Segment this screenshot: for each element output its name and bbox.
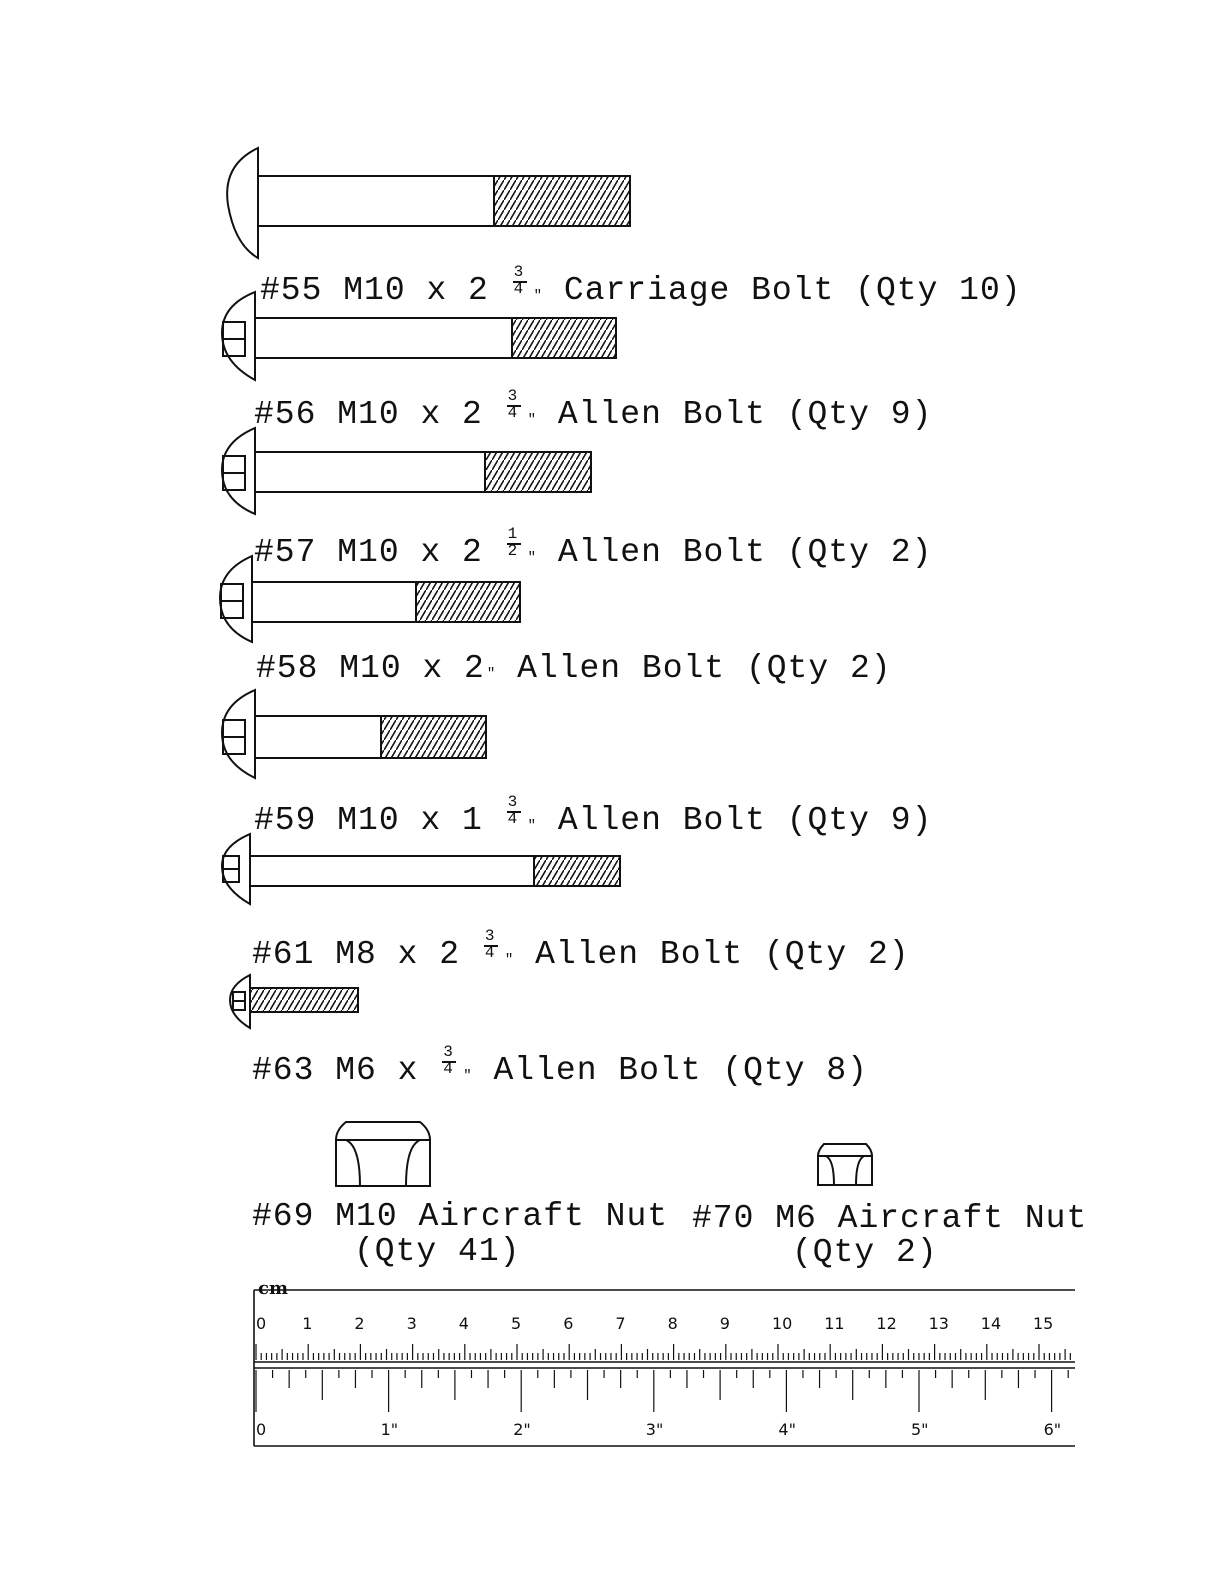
inch-label: 2": [513, 1420, 531, 1439]
cm-label: 3: [406, 1314, 417, 1333]
m10-aircraft-nut-drawing: [336, 1122, 430, 1186]
cm-label: 9: [719, 1314, 730, 1333]
m6-aircraft-nut-drawing: [818, 1144, 872, 1185]
part-57-label: #57 M10 x 2 $\frac{1}{2}$ " Allen Bolt (Qty 2): [254, 525, 933, 571]
part-70-qty: (Qty 2): [792, 1234, 938, 1271]
cm-label: 2: [354, 1314, 365, 1333]
measuring-ruler-drawing: [254, 1290, 1075, 1446]
part-61-label: #61 M8 x 2 $\frac{3}{4}$ " Allen Bolt (Qty 2): [252, 927, 910, 973]
inch-ticks: [256, 1370, 1068, 1412]
cm-label: 13: [928, 1314, 949, 1333]
inch-label: 1": [380, 1420, 399, 1439]
cm-ticks: [256, 1344, 1070, 1360]
ruler-cm-unit: cm: [258, 1278, 289, 1299]
part-70-label: #70 M6 Aircraft Nut: [692, 1200, 1088, 1237]
part-56-label: #56 M10 x 2 $\frac{3}{4}$ " Allen Bolt (Qty 9): [254, 387, 933, 433]
cm-label: 1: [302, 1314, 313, 1333]
allen-bolt-61-drawing: [222, 834, 620, 904]
part-55-label: #55 M10 x 2 $\frac{3}{4}$ " Carriage Bolt (Qty 10): [260, 263, 1022, 309]
cm-label: 6: [563, 1314, 574, 1333]
cm-label: 8: [667, 1314, 678, 1333]
cm-label: 5: [511, 1314, 522, 1333]
inch-label: 3": [645, 1420, 664, 1439]
allen-bolt-57-drawing: [222, 428, 591, 514]
part-59-label: #59 M10 x 1 $\frac{3}{4}$ " Allen Bolt (Qty 9): [254, 793, 933, 839]
cm-label: 4: [458, 1314, 469, 1333]
inch-label: 5": [911, 1420, 929, 1439]
cm-label: 0: [256, 1314, 267, 1333]
cm-label: 12: [876, 1314, 897, 1333]
part-58-label: #58 M10 x 2 " Allen Bolt (Qty 2): [256, 650, 892, 687]
inch-label: 6": [1043, 1420, 1062, 1439]
part-69-qty: (Qty 41): [354, 1233, 521, 1270]
part-63-label: #63 M6 x $\frac{3}{4}$ " Allen Bolt (Qty 8): [252, 1043, 868, 1089]
carriage-bolt-55-drawing: [227, 148, 630, 258]
cm-label: 10: [772, 1314, 793, 1333]
allen-bolt-59-drawing: [222, 690, 486, 778]
inch-label: 0: [256, 1420, 267, 1439]
inch-label: 4": [778, 1420, 796, 1439]
part-69-label: #69 M10 Aircraft Nut: [252, 1198, 669, 1235]
cm-label: 14: [980, 1314, 1002, 1333]
cm-label: 11: [824, 1314, 845, 1333]
cm-label: 7: [615, 1314, 626, 1333]
cm-label: 15: [1033, 1314, 1054, 1333]
allen-bolt-63-drawing: [230, 975, 358, 1028]
